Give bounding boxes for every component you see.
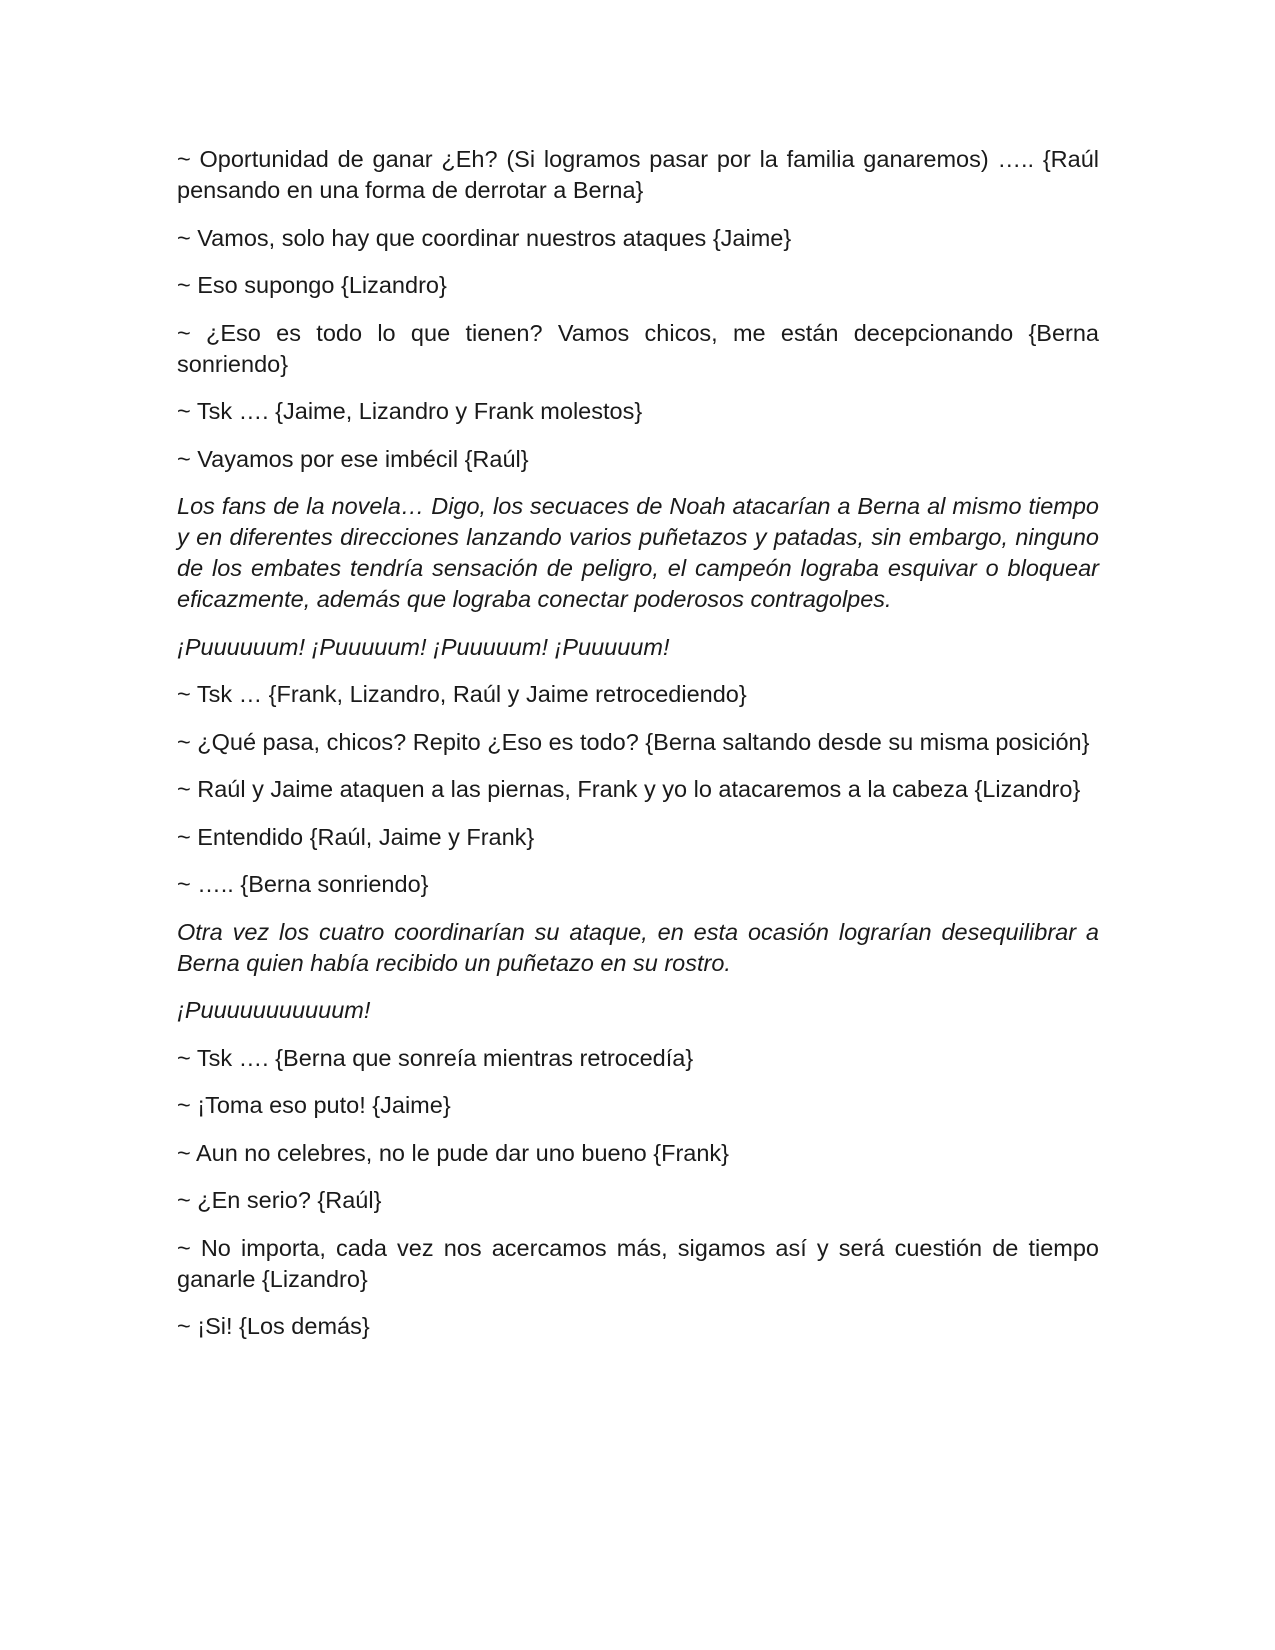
dialogue-line: ~ Vamos, solo hay que coordinar nuestros ataques {Jaime}: [177, 224, 792, 251]
sound-effect-line: ¡Puuuuuum! ¡Puuuuum! ¡Puuuuum! ¡Puuuuum!: [177, 633, 670, 660]
dialogue-line: ~ Eso supongo {Lizandro}: [177, 272, 447, 298]
dialogue-line: ~ ….. {Berna sonriendo}: [177, 871, 429, 897]
dialogue-line: ~ Entendido {Raúl, Jaime y Frank}: [177, 823, 535, 850]
dialogue-line: ~ ¿Qué pasa, chicos? Repito ¿Eso es todo? {Berna saltando desde su misma posición}: [177, 728, 1090, 755]
text-column: [177, 144, 1099, 1359]
dialogue-line: ~ ¿En serio? {Raúl}: [177, 1187, 382, 1213]
narration-paragraph: Los fans de la novela… Digo, los secuaces de Noah atacarían a Berna al mismo tiempo y en diferentes direcciones lanzando varios puñetazos y patadas, sin embargo, ninguno de los embates tendría sensación de peligro, el campeón lograba esquivar o bloquear eficazmente, además que lograba conectar poderosos contragolpes.: [177, 493, 1099, 612]
dialogue-line: ~ Tsk …. {Jaime, Lizandro y Frank molestos}: [177, 398, 643, 424]
dialogue-line: ~ Tsk … {Frank, Lizandro, Raúl y Jaime retrocediendo}: [177, 681, 747, 707]
dialogue-line: ~ Vayamos por ese imbécil {Raúl}: [177, 445, 529, 472]
sound-effect-line: ¡Puuuuuuuuuuum!: [177, 997, 371, 1023]
dialogue-line: ~ ¡Si! {Los demás}: [177, 1313, 370, 1339]
dialogue-line: ~ Oportunidad de ganar ¿Eh? (Si logramos pasar por la familia ganaremos) ….. {Raúl pensando en una forma de derrotar a Berna}: [177, 146, 1099, 203]
narration-paragraph: Otra vez los cuatro coordinarían su ataque, en esta ocasión lograrían desequilibrar a Berna quien había recibido un puñetazo en su rostro.: [177, 918, 1099, 976]
dialogue-line: ~ No importa, cada vez nos acercamos más, sigamos así y será cuestión de tiempo ganarle {Lizandro}: [177, 1234, 1099, 1292]
dialogue-line: ~ Raúl y Jaime ataquen a las piernas, Frank y yo lo atacaremos a la cabeza {Lizandro}: [177, 776, 1081, 802]
dialogue-line: ~ ¿Eso es todo lo que tienen? Vamos chicos, me están decepcionando {Berna sonriendo}: [177, 319, 1099, 377]
dialogue-line: ~ ¡Toma eso puto! {Jaime}: [177, 1092, 451, 1118]
dialogue-line: ~ Aun no celebres, no le pude dar uno bueno {Frank}: [177, 1139, 730, 1166]
dialogue-line: ~ Tsk …. {Berna que sonreía mientras retrocedía}: [177, 1044, 694, 1071]
